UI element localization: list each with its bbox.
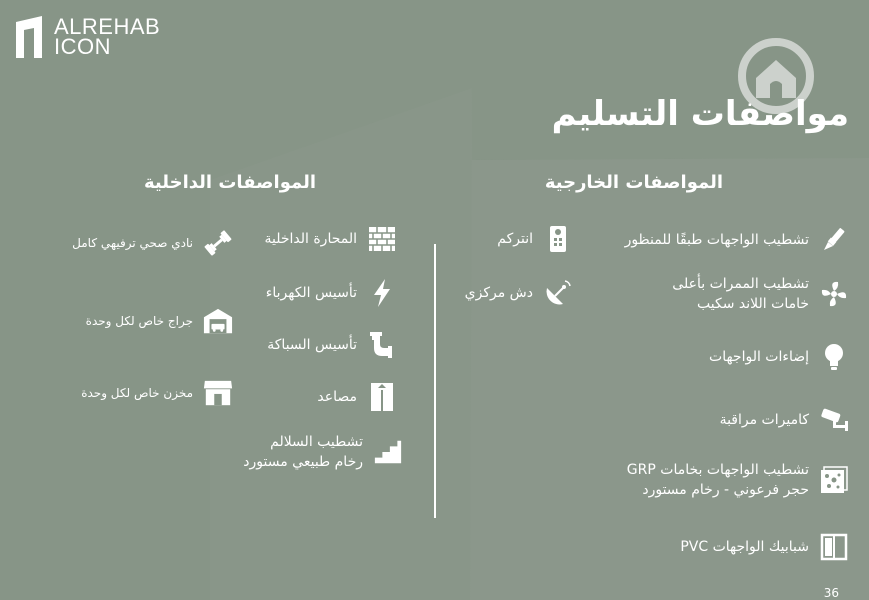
dumbbell-icon	[203, 228, 233, 258]
window-icon	[819, 532, 849, 562]
interior-section-title: المواصفات الداخلية	[144, 172, 316, 193]
interior-item-storage	[81, 378, 233, 408]
fan-icon	[819, 279, 849, 309]
exterior-item-label: شبابيك الواجهات PVC	[680, 539, 809, 555]
exterior-item-label: تشطيب الواجهات طبقًا للمنظور	[624, 232, 809, 248]
interior-item-garage	[86, 306, 233, 336]
grp-texture-icon	[819, 465, 849, 495]
brand-logo	[14, 14, 160, 60]
paint-brush-icon	[819, 225, 849, 255]
plumbing-icon	[367, 330, 397, 360]
store-icon	[203, 378, 233, 408]
stairs-icon	[373, 437, 403, 467]
interior-item-label: المحارة الداخلية	[264, 231, 357, 247]
exterior-item-grp	[627, 460, 849, 500]
interior-item-plastering	[264, 224, 397, 254]
exterior-item-facades-finish	[625, 225, 849, 255]
exterior-item-facade-lighting	[709, 342, 849, 372]
exterior-item-satellite	[465, 278, 573, 308]
elevator-icon	[367, 382, 397, 412]
security-camera-icon	[819, 405, 849, 435]
exterior-item-label: تشطيب الممرات بأعلى خامات اللاند سكيب	[672, 276, 809, 312]
page-number: 36	[823, 586, 839, 600]
exterior-item-cameras	[720, 405, 849, 435]
interior-item-label: مصاعد	[317, 389, 357, 405]
exterior-item-label: كاميرات مراقبة	[719, 412, 809, 428]
interior-item-health-club	[72, 228, 233, 258]
column-divider	[434, 244, 436, 518]
satellite-dish-icon	[543, 278, 573, 308]
interior-item-plumbing	[267, 330, 397, 360]
exterior-item-label: إضاءات الواجهات	[709, 349, 809, 365]
light-bulb-icon	[819, 342, 849, 372]
brand-line1: ALREHAB	[54, 14, 161, 39]
page-title: مواصفات التسليم	[551, 94, 849, 134]
interior-item-label: نادي صحي ترفيهي كامل	[72, 236, 193, 250]
exterior-item-label: انتركم	[497, 231, 533, 247]
brick-wall-icon	[367, 224, 397, 254]
interior-item-label: تأسيس الكهرباء	[265, 285, 357, 301]
brand-line2: ICON	[54, 34, 111, 59]
interior-item-label: جراج خاص لكل وحدة	[85, 314, 193, 328]
interior-item-elevators	[317, 382, 397, 412]
garage-icon	[203, 306, 233, 336]
exterior-section-title: المواصفات الخارجية	[544, 172, 723, 193]
interior-item-label: تأسيس السباكة	[267, 337, 357, 353]
interior-item-label: تشطيب السلالم رخام طبيعي مستورد	[243, 434, 363, 470]
lightning-icon	[367, 278, 397, 308]
exterior-item-windows	[680, 532, 849, 562]
exterior-item-corridors	[672, 274, 849, 314]
interior-item-label: مخزن خاص لكل وحدة	[81, 386, 193, 400]
exterior-item-intercom	[497, 224, 573, 254]
interior-item-stairs	[243, 432, 403, 472]
intercom-icon	[543, 224, 573, 254]
interior-item-electrical	[266, 278, 397, 308]
brand-name	[54, 14, 161, 59]
logo-mark-icon	[14, 14, 46, 60]
exterior-item-label: دش مركزي	[464, 285, 533, 301]
exterior-item-label: تشطيب الواجهات بخامات GRP حجر فرعوني - رخام مستورد	[626, 462, 809, 498]
